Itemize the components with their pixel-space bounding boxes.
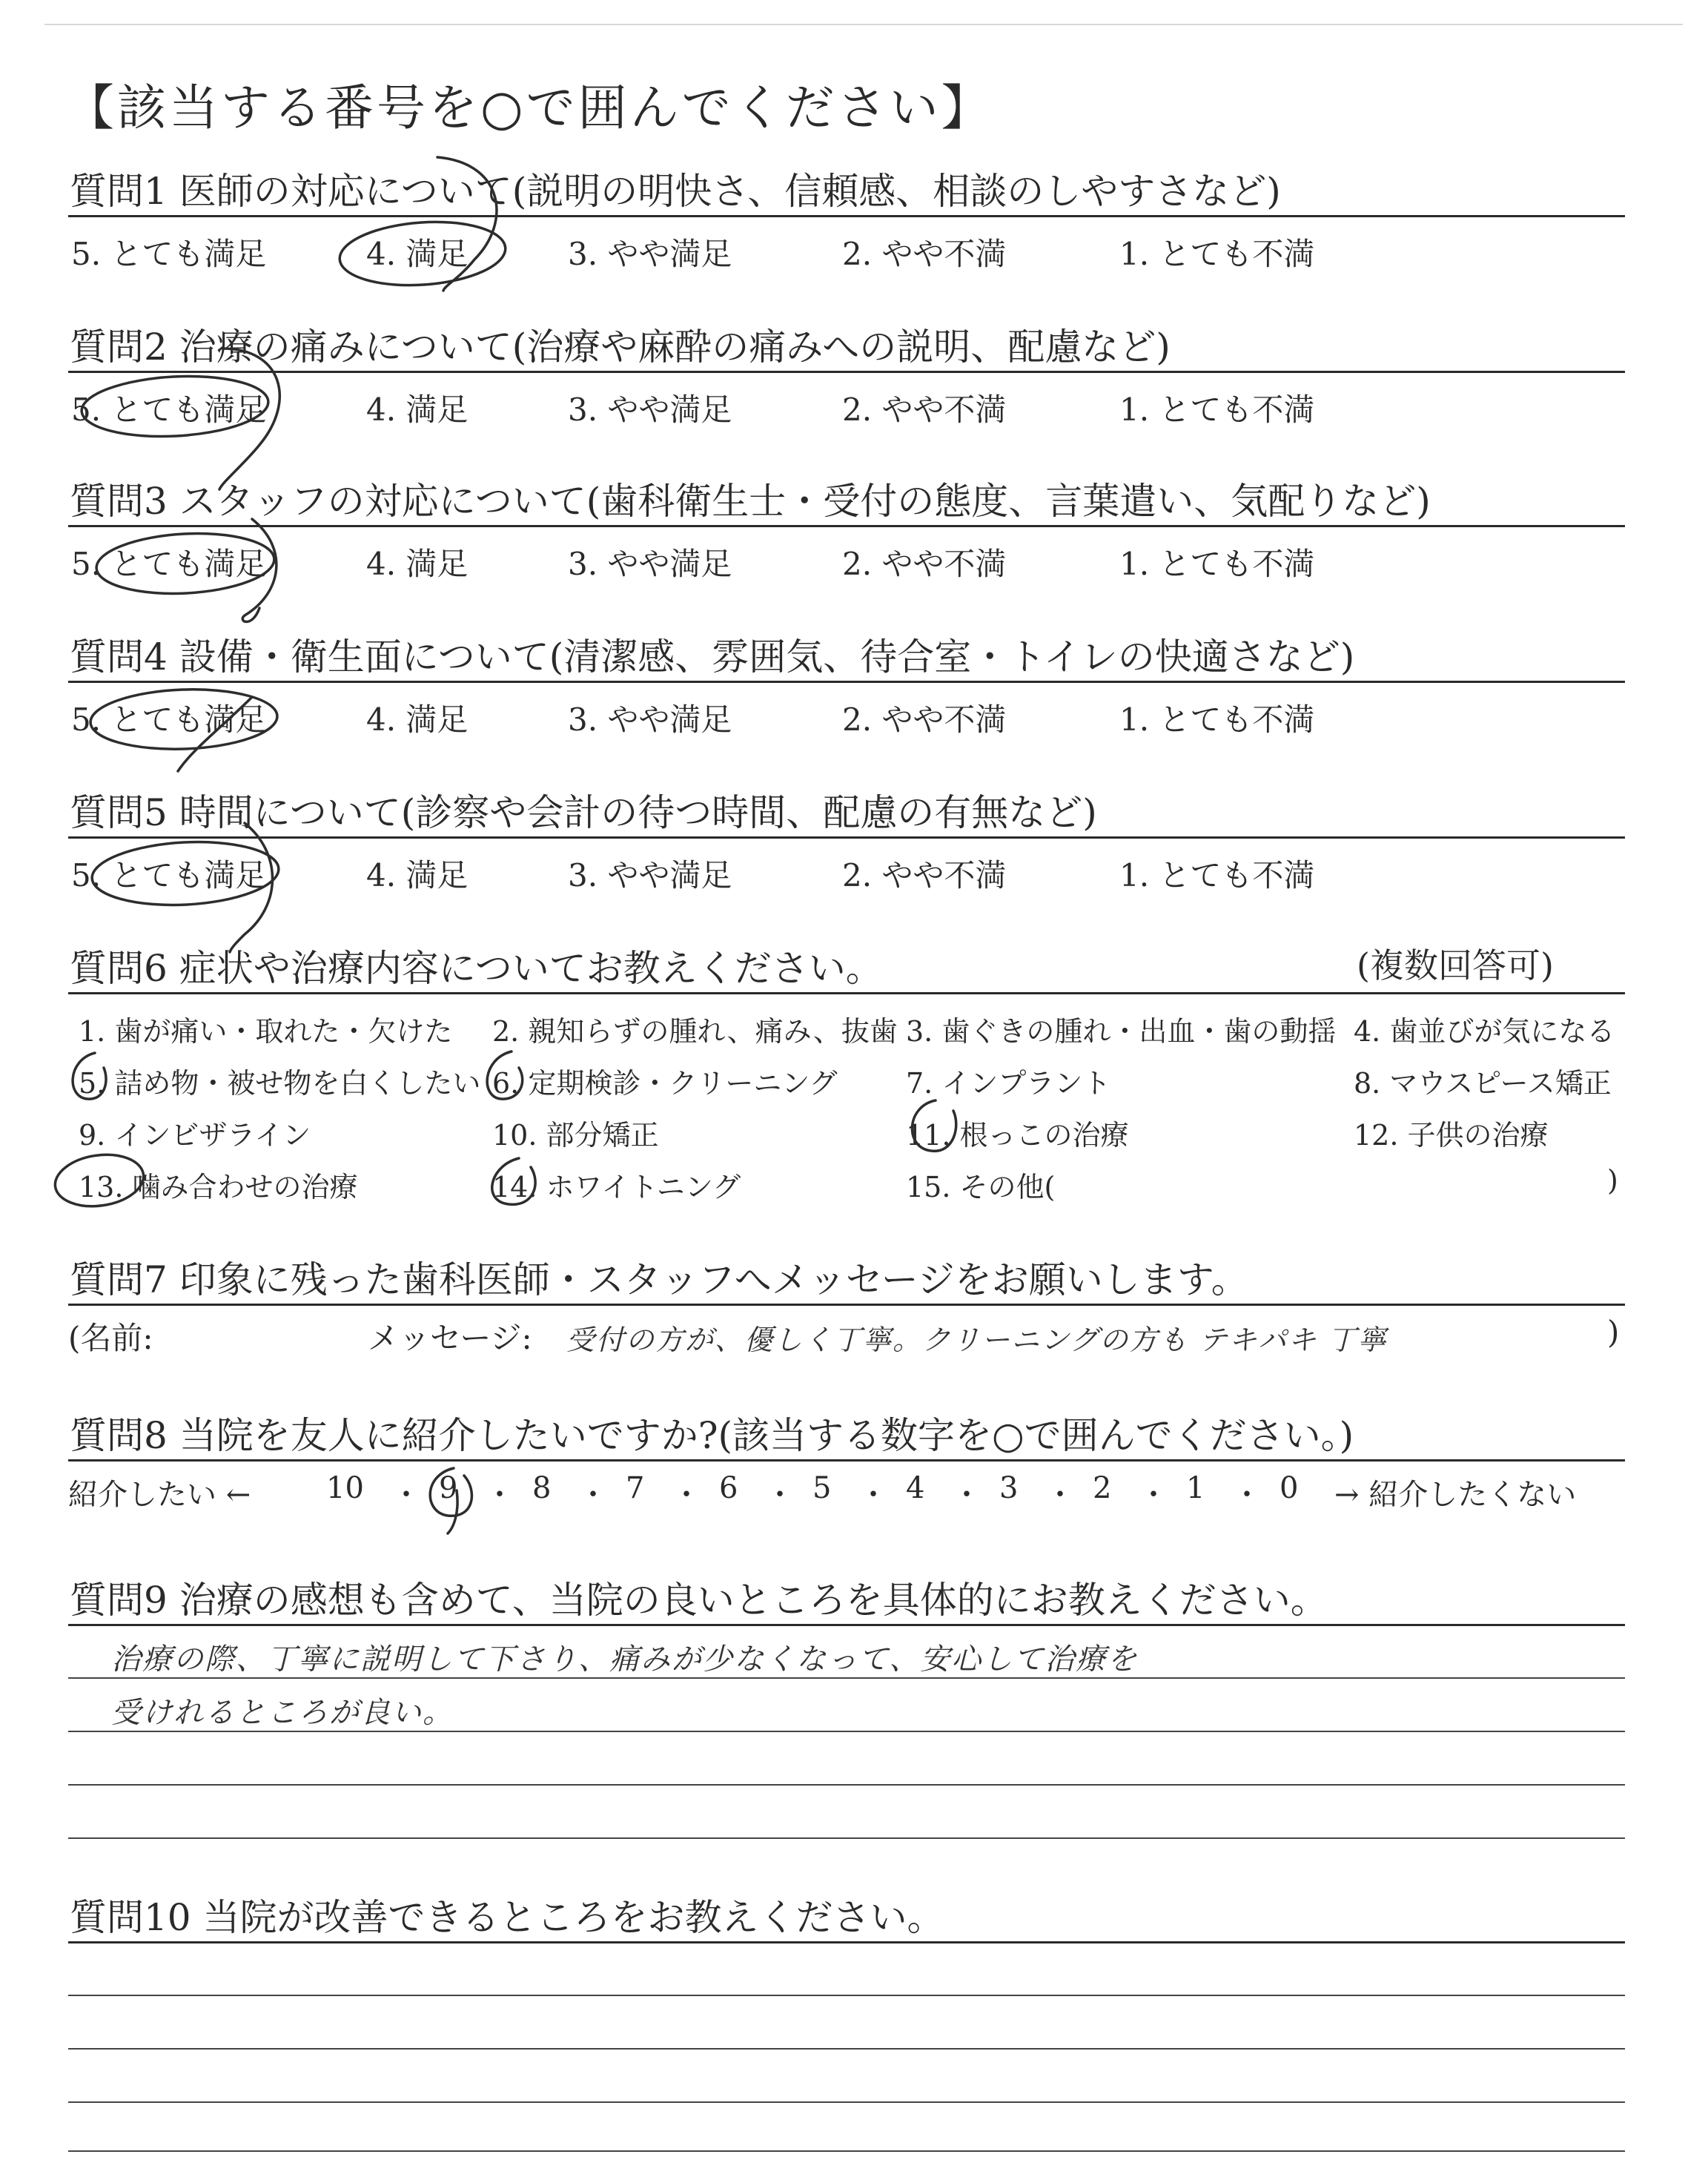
q6-item-4[interactable]: 4. 歯並びが気になる bbox=[1354, 1015, 1615, 1048]
q3-heading: 質問3 スタッフの対応について(歯科衛生士・受付の態度、言葉遣い、気配りなど) bbox=[70, 480, 1431, 523]
q3-option-2[interactable]: 2. やや不満 bbox=[842, 546, 1007, 582]
q8-scale-7[interactable]: 7 bbox=[626, 1471, 645, 1505]
q6-rule bbox=[68, 992, 1625, 994]
q6-multiple-note: (複数回答可) bbox=[1357, 945, 1554, 985]
q4-option-2[interactable]: 2. やや不満 bbox=[842, 701, 1007, 738]
q8-heading: 質問8 当院を友人に紹介したいですか?(該当する数字を○で囲んでください。) bbox=[70, 1414, 1354, 1457]
q9-heading: 質問9 治療の感想も含めて、当院の良いところを具体的にお教えください。 bbox=[70, 1579, 1328, 1622]
q3-option-4[interactable]: 4. 満足 bbox=[366, 546, 469, 582]
q8-right-label: → 紹介したくない bbox=[1334, 1478, 1577, 1512]
q6-item-9[interactable]: 9. インビザライン bbox=[79, 1119, 311, 1152]
q8-scale-1[interactable]: 1 bbox=[1186, 1471, 1205, 1505]
q6-item-12[interactable]: 12. 子供の治療 bbox=[1354, 1119, 1549, 1152]
q10-answer-line bbox=[68, 2150, 1625, 2152]
q7-message-label: メッセージ: bbox=[368, 1320, 532, 1356]
q1-option-2[interactable]: 2. やや不満 bbox=[842, 236, 1007, 272]
q4-rule bbox=[68, 681, 1625, 683]
q3-option-1[interactable]: 1. とても不満 bbox=[1119, 546, 1315, 582]
q8-scale-2[interactable]: 2 bbox=[1093, 1471, 1112, 1505]
q5-option-5[interactable]: 5. とても満足 bbox=[71, 857, 267, 894]
scan-edge-line bbox=[44, 24, 1683, 25]
q2-option-4[interactable]: 4. 満足 bbox=[366, 392, 469, 428]
q8-scale-3[interactable]: 3 bbox=[999, 1471, 1019, 1505]
q7-message-text[interactable]: 受付の方が、優しく丁寧。クリーニングの方も テキパキ 丁寧 bbox=[566, 1324, 1388, 1356]
q7-close-paren: ) bbox=[1607, 1314, 1620, 1350]
q6-item-7[interactable]: 7. インプラント bbox=[906, 1067, 1111, 1100]
q4-option-3[interactable]: 3. やや満足 bbox=[568, 701, 732, 738]
q5-option-1[interactable]: 1. とても不満 bbox=[1119, 857, 1315, 894]
q6-heading: 質問6 症状や治療内容についてお教えください。 bbox=[70, 947, 883, 990]
q10-rule bbox=[68, 1941, 1625, 1943]
q6-item-2[interactable]: 2. 親知らずの腫れ、痛み、抜歯 bbox=[492, 1015, 898, 1048]
q5-heading: 質問5 時間について(診察や会計の待つ時間、配慮の有無など) bbox=[70, 791, 1097, 834]
q2-option-1[interactable]: 1. とても不満 bbox=[1119, 392, 1315, 428]
q8-left-label: 紹介したい ← bbox=[68, 1478, 251, 1512]
q2-heading: 質問2 治療の痛みについて(治療や麻酔の痛みへの説明、配慮など) bbox=[70, 326, 1171, 369]
q6-item-14[interactable]: 14. ホワイトニング bbox=[492, 1171, 741, 1203]
q7-name-label: (名前: bbox=[68, 1320, 153, 1356]
page-title: 【該当する番号を○で囲んでください】 bbox=[65, 79, 993, 136]
q4-option-4[interactable]: 4. 満足 bbox=[366, 701, 469, 738]
q2-rule bbox=[68, 371, 1625, 373]
q8-scale-0[interactable]: 0 bbox=[1280, 1471, 1299, 1505]
q10-answer-line bbox=[68, 1995, 1625, 1996]
q10-answer-line bbox=[68, 2101, 1625, 2103]
q8-rule bbox=[68, 1459, 1625, 1462]
q8-sep: ・ bbox=[1232, 1478, 1262, 1512]
q9-answer-text-2[interactable]: 受けれるところが良い。 bbox=[111, 1696, 454, 1730]
q4-heading: 質問4 設備・衛生面について(清潔感、雰囲気、待合室・トイレの快適さなど) bbox=[70, 635, 1355, 678]
q5-option-2[interactable]: 2. やや不満 bbox=[842, 857, 1007, 894]
q1-option-5[interactable]: 5. とても満足 bbox=[71, 236, 267, 272]
q6-item-8[interactable]: 8. マウスピース矯正 bbox=[1354, 1067, 1612, 1100]
q8-scale-9[interactable]: 9 bbox=[439, 1471, 458, 1505]
q1-option-3[interactable]: 3. やや満足 bbox=[568, 236, 732, 272]
q8-sep: ・ bbox=[485, 1478, 514, 1512]
q6-item-15[interactable]: 15. その他( bbox=[906, 1171, 1056, 1203]
q8-sep: ・ bbox=[672, 1478, 701, 1512]
q5-rule bbox=[68, 836, 1625, 839]
q5-option-3[interactable]: 3. やや満足 bbox=[568, 857, 732, 894]
q8-scale-5[interactable]: 5 bbox=[812, 1471, 832, 1505]
q8-sep: ・ bbox=[1045, 1478, 1075, 1512]
q2-option-5[interactable]: 5. とても満足 bbox=[71, 392, 267, 428]
q6-item-6[interactable]: 6. 定期検診・クリーニング bbox=[492, 1067, 838, 1100]
q6-item-13[interactable]: 13. 噛み合わせの治療 bbox=[79, 1171, 358, 1203]
q6-item-10[interactable]: 10. 部分矯正 bbox=[492, 1119, 659, 1152]
q8-scale-10[interactable]: 10 bbox=[326, 1471, 364, 1505]
q8-scale-6[interactable]: 6 bbox=[719, 1471, 738, 1505]
q3-option-5[interactable]: 5. とても満足 bbox=[71, 546, 267, 582]
q2-option-3[interactable]: 3. やや満足 bbox=[568, 392, 732, 428]
q4-option-5[interactable]: 5. とても満足 bbox=[71, 701, 267, 738]
q6-item-15-close: ) bbox=[1607, 1164, 1618, 1197]
q8-scale-4[interactable]: 4 bbox=[906, 1471, 925, 1505]
q4-option-1[interactable]: 1. とても不満 bbox=[1119, 701, 1315, 738]
q9-answer-line bbox=[68, 1784, 1625, 1786]
q9-rule bbox=[68, 1624, 1625, 1626]
q6-item-3[interactable]: 3. 歯ぐきの腫れ・出血・歯の動揺 bbox=[906, 1015, 1337, 1048]
q6-item-5[interactable]: 5. 詰め物・被せ物を白くしたい bbox=[79, 1067, 481, 1100]
q7-heading: 質問7 印象に残った歯科医師・スタッフへメッセージをお願いします。 bbox=[70, 1258, 1248, 1301]
q8-sep: ・ bbox=[391, 1478, 421, 1512]
q9-answer-text-1[interactable]: 治療の際、丁寧に説明して下さり、痛みが少なくなって、安心して治療を bbox=[111, 1642, 1139, 1677]
q7-rule bbox=[68, 1304, 1625, 1306]
q1-heading: 質問1 医師の対応について(説明の明快さ、信頼感、相談のしやすさなど) bbox=[70, 170, 1281, 213]
q3-option-3[interactable]: 3. やや満足 bbox=[568, 546, 732, 582]
q8-sep: ・ bbox=[952, 1478, 982, 1512]
q5-option-4[interactable]: 4. 満足 bbox=[366, 857, 469, 894]
q8-sep: ・ bbox=[1139, 1478, 1168, 1512]
q8-sep: ・ bbox=[765, 1478, 795, 1512]
q8-scale-8[interactable]: 8 bbox=[532, 1471, 552, 1505]
q10-answer-line bbox=[68, 2048, 1625, 2050]
q9-answer-line bbox=[68, 1837, 1625, 1839]
q6-item-1[interactable]: 1. 歯が痛い・取れた・欠けた bbox=[79, 1015, 453, 1048]
q6-item-11[interactable]: 11. 根っこの治療 bbox=[906, 1119, 1129, 1152]
q3-rule bbox=[68, 525, 1625, 527]
q10-heading: 質問10 当院が改善できるところをお教えください。 bbox=[70, 1896, 944, 1939]
q8-sep: ・ bbox=[858, 1478, 888, 1512]
q8-sep: ・ bbox=[578, 1478, 608, 1512]
q2-option-2[interactable]: 2. やや不満 bbox=[842, 392, 1007, 428]
q1-option-1[interactable]: 1. とても不満 bbox=[1119, 236, 1315, 272]
q1-option-4[interactable]: 4. 満足 bbox=[366, 236, 469, 272]
q1-rule bbox=[68, 215, 1625, 217]
